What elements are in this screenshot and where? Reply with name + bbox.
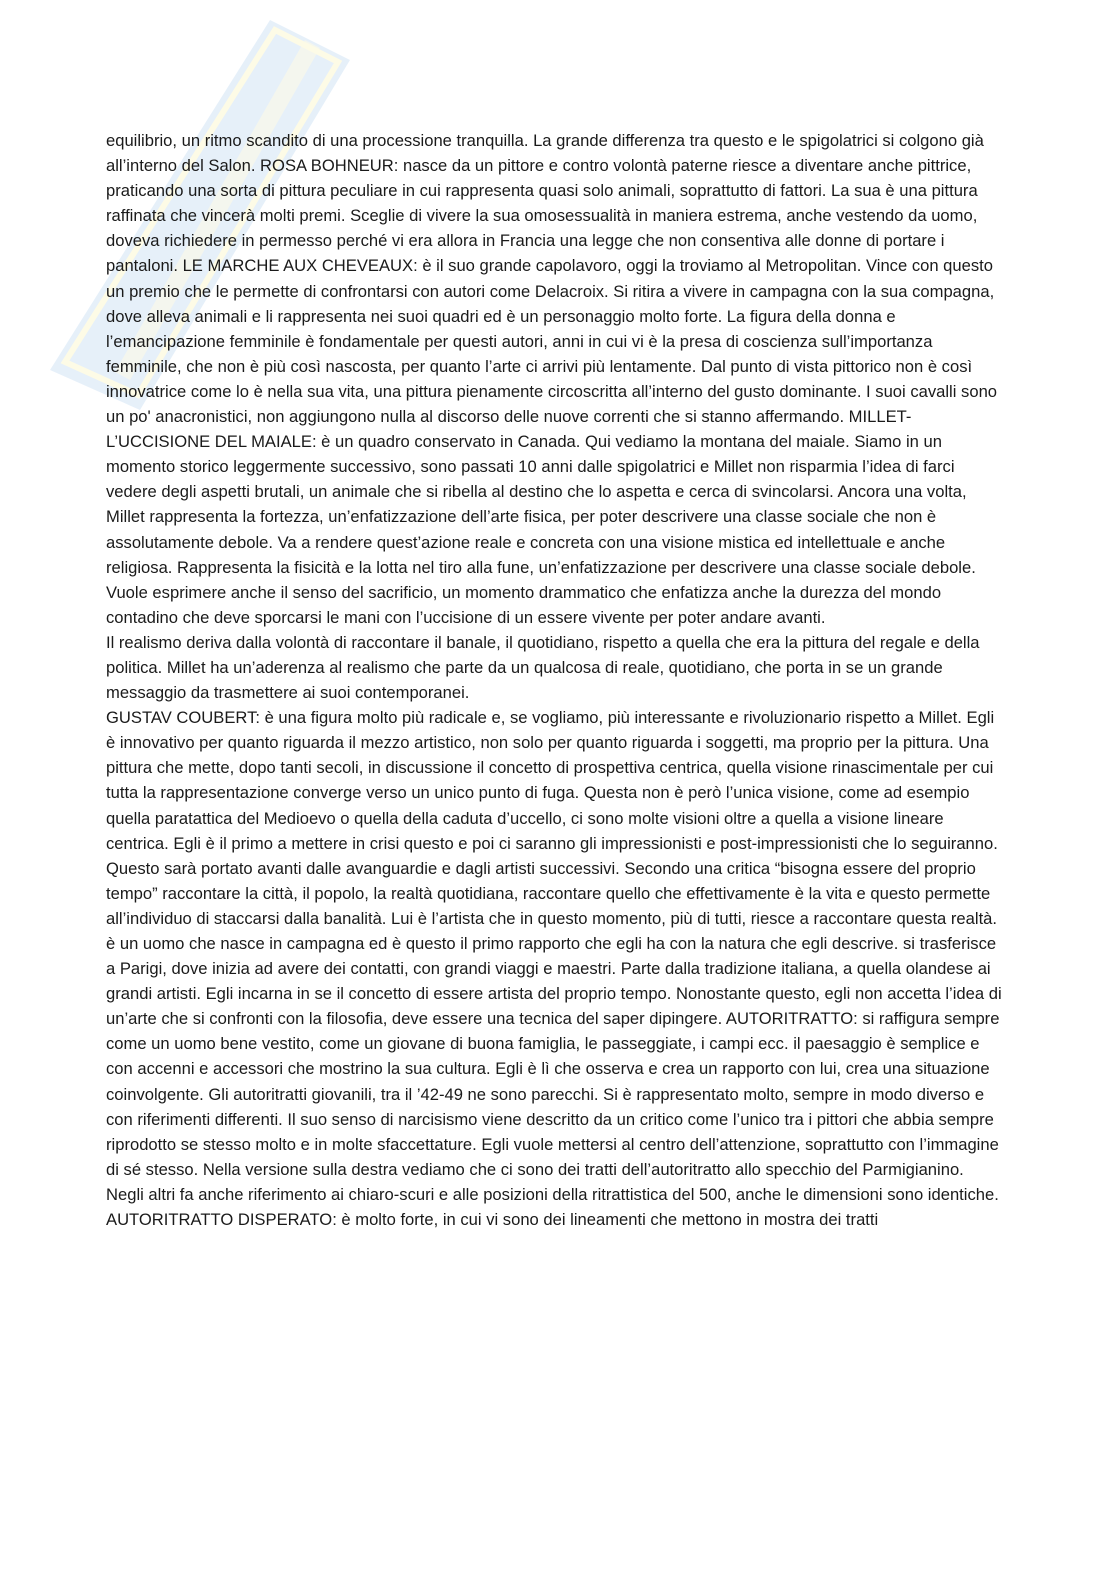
paragraph-realismo: Il realismo deriva dalla volontà di raccontare il banale, il quotidiano, rispetto a quella che era la pittura del regale e della politica. Millet ha un’aderenza al realismo che parte da un qualcosa di reale, quotidiano, che porta in se un grande messaggio da trasmettere ai suoi contemporanei. [106,632,980,703]
paragraph-gustav-coubert: GUSTAV COUBERT: è una figura molto più radicale e, se vogliamo, più interessante e rivoluzionario rispetto a Millet. Egli è innovativo per quanto riguarda il mezzo artistico, non solo per quanto riguarda i soggetti, ma proprio per la pittura. Una pittura che mette, dopo tanti secoli, in discussione il concetto di prospettiva centrica, quella visione rinascimentale per cui tutta la rappresentazione converge verso un unico punto di fuga. Questa non è però l’unica visione, come ad esempio quella paratattica del Medioevo o quella della caduta d’uccello, ci sono molte visioni oltre a quella a visione lineare centrica. Egli è il primo a mettere in crisi questo e poi ci saranno gli impressionisti e post-impressionisti che lo seguiranno. Questo sarà portato avanti dalle avanguardie e dagli artisti successivi. Secondo una critica “bisogna essere del proprio tempo” raccontare la città, il popolo, la realtà quotidiana, raccontare quello che effettivamente è la vita e questo permette all’individuo di staccarsi dalla banalità. Lui è l’artista che in questo momento, più di tutti, riesce a raccontare questa realtà. è un uomo che nasce in campagna ed è questo il primo rapporto che egli ha con la natura che egli descrive. si trasferisce a Parigi, dove inizia ad avere dei contatti, con grandi viaggi e maestri. Parte dalla tradizione italiana, a quella olandese ai grandi artisti. Egli incarna in se il concetto di essere artista del proprio tempo. Nonostante questo, egli non accetta l’idea di un’arte che si confronti con la filosofia, deve essere una tecnica del saper dipingere. AUTORITRATTO: si raffigura sempre come un uomo bene vestito, come un giovane di buona famiglia, le passeggiate, i campi ecc. il paesaggio è semplice e con accenni e accessori che mostrino la sua cultura. Egli è lì che osserva e crea un rapporto con lui, crea una situazione coinvolgente. Gli autoritratti giovanili, tra il ’42-49 ne sono parecchi. Si è rappresentato molto, sempre in modo diverso e con riferimenti differenti. Il suo senso di narcisismo viene descritto da un critico come l’unico tra i pittori che abbia sempre riprodotto se stesso molto e in molte sfaccettature. Egli vuole mettersi al centro dell’attenzione, soprattutto con l’immagine di sé stesso. Nella versione sulla destra vediamo che ci sono dei tratti dell’autoritratto allo specchio del Parmigianino. Negli altri fa anche riferimento ai chiaro-scuri e alle posizioni della ritrattistica del 500, anche le dimensioni sono identiche. AUTORITRATTO DISPERATO: è molto forte, in cui vi sono dei lineamenti che mettono in mostra dei tratti [106,708,1002,1230]
paragraph-rosa-bohneur-millet: equilibrio, un ritmo scandito di una processione tranquilla. La grande differenza tra questo e le spigolatrici si colgono già all’interno del Salon. ROSA BOHNEUR: nasce da un pittore e contro volontà paterne riesce a diventare anche pittrice, praticando una sorta di pittura peculiare in cui rappresenta quasi solo animali, soprattutto di fattori. La sua è una pittura raffinata che vincerà molti premi. Sceglie di vivere la sua omosessualità in maniera estrema, anche vestendo da uomo, doveva richiedere in permesso perché vi era allora in Francia una legge che non consentiva alle donne di portare i pantaloni. LE MARCHE AUX CHEVEAUX: è il suo grande capolavoro, oggi la troviamo al Metropolitan. Vince con questo un premio che le permette di confrontarsi con autori come Delacroix. Si ritira a vivere in campagna con la sua compagna, dove alleva animali e li rappresenta nei suoi quadri ed è un personaggio molto forte. La figura della donna e l’emancipazione femminile è fondamentale per questi autori, anni in cui vi è la presa di coscienza sull’importanza femminile, che non è più così nascosta, per quanto l’arte ci arrivi più lentamente. Dal punto di vista pittorico non è così innovatrice come lo è nella sua vita, una pittura pienamente circoscritta all’interno del gusto dominante. I suoi cavalli sono un po' anacronistici, non aggiungono nulla al discorso delle nuove correnti che si stanno affermando. MILLET-L’UCCISIONE DEL MAIALE: è un quadro conservato in Canada. Qui vediamo la montana del maiale. Siamo in un momento storico leggermente successivo, sono passati 10 anni dalle spigolatrici e Millet non risparmia l’idea di farci vedere degli aspetti brutali, un animale che si ribella al destino che lo aspetta e cerca di svincolarsi. Ancora una volta, Millet rappresenta la fortezza, un’enfatizzazione dell’arte fisica, per poter descrivere una classe sociale che non è assolutamente debole. Va a rendere quest’azione reale e concreta con una visione mistica ed intellettuale e anche religiosa. Rappresenta la fisicità e la lotta nel tiro alla fune, un’enfatizzazione per descrivere una classe sociale debole. Vuole esprimere anche il senso del sacrificio, un momento drammatico che enfatizza anche la durezza del mondo contadino che deve sporcarsi le mani con l’uccisione di un essere vivente per poter andare avanti. [106,131,998,627]
document-body [106,128,1006,1232]
